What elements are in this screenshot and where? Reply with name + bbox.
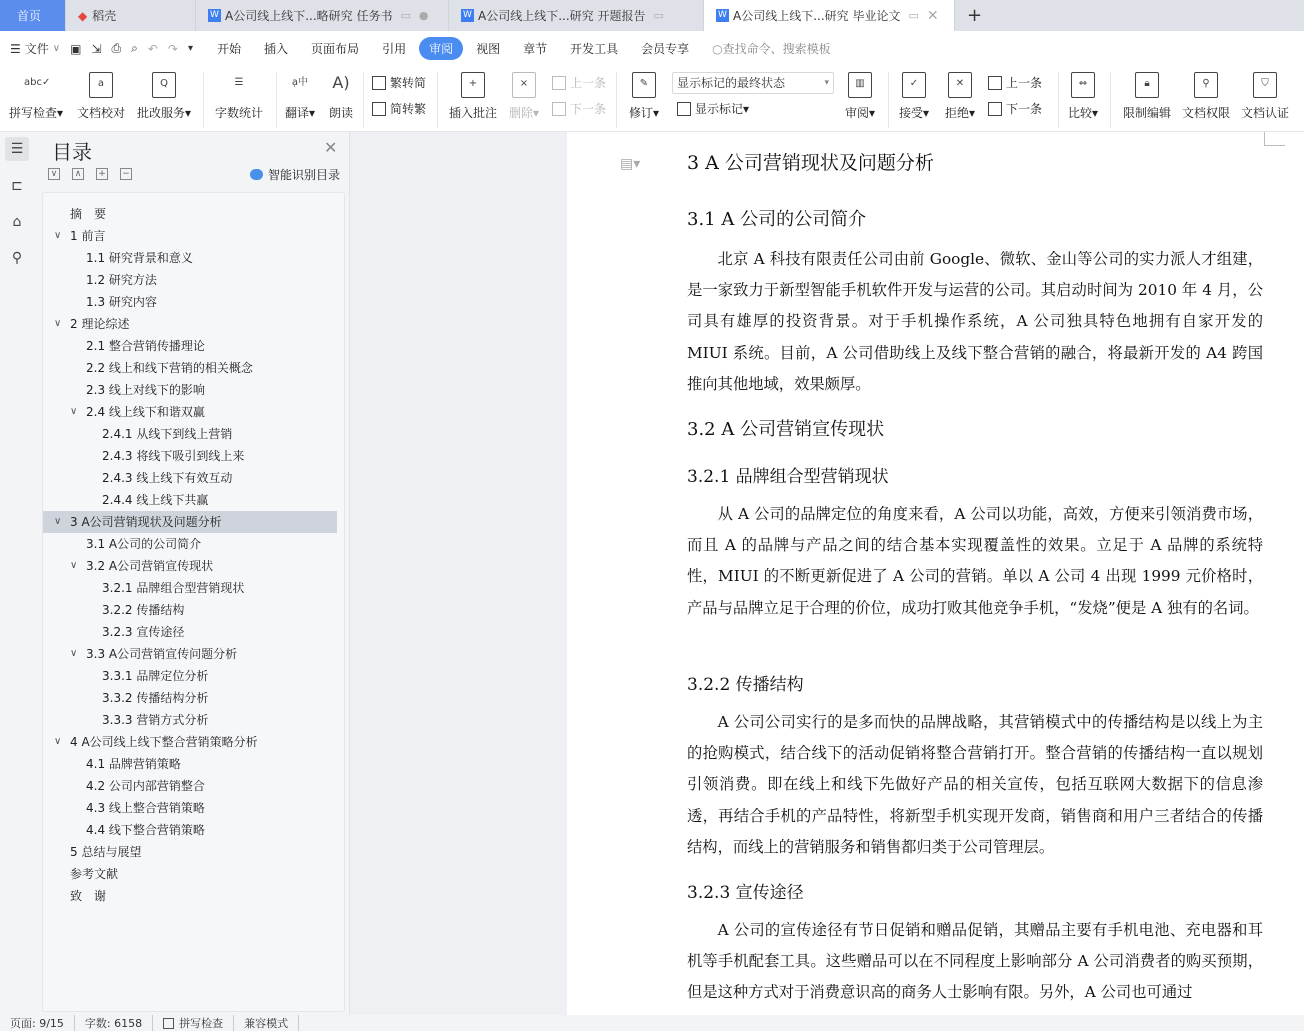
search-icon[interactable]: ⚲ — [11, 250, 23, 266]
toc-item-label: 3 A公司营销现状及问题分析 — [70, 515, 222, 529]
accept-icon: ✓ — [902, 72, 926, 98]
writer-icon: W — [208, 9, 221, 22]
divider — [437, 72, 438, 128]
chevron-down-icon[interactable]: ∨ — [70, 560, 78, 571]
word-count-icon: ☰ — [234, 77, 244, 88]
label: 文档认证 — [1240, 106, 1289, 120]
reject-icon: ✕ — [948, 72, 972, 98]
page-margin-area — [350, 132, 567, 1015]
toc-item[interactable] — [43, 643, 337, 665]
toc-list — [42, 192, 345, 1012]
toc-item[interactable] — [43, 709, 337, 731]
tab-review[interactable]: 审阅 — [419, 37, 463, 60]
search-icon: ○ — [712, 41, 723, 56]
label: 朗读 — [328, 106, 353, 120]
toc-item[interactable] — [43, 379, 337, 401]
divider — [1110, 72, 1111, 128]
next-icon — [552, 102, 566, 116]
doc-options-icon[interactable]: ▤▾ — [620, 156, 641, 172]
tab-proposal-doc[interactable] — [449, 0, 704, 31]
toc-item[interactable] — [43, 819, 337, 841]
toc-item[interactable] — [43, 533, 337, 555]
close-tab-icon[interactable]: ✕ — [926, 7, 939, 24]
toc-item[interactable] — [43, 577, 337, 599]
spell-check-button[interactable]: abc✓ 拼写检查▾ — [8, 72, 64, 121]
undo-icon[interactable]: ↶ — [147, 41, 158, 56]
label: 下一条 — [570, 102, 607, 116]
doc-proofread-button[interactable] — [76, 72, 126, 121]
label: 文档校对 — [76, 106, 125, 120]
export-icon[interactable]: ⇲ — [91, 41, 102, 56]
toc-item-label: 2 理论综述 — [70, 317, 130, 331]
compare-button[interactable]: ⇔ 比较▾ — [1064, 72, 1102, 121]
document-page[interactable] — [567, 132, 1304, 1015]
read-aloud-icon: A) — [332, 73, 350, 92]
accept-button[interactable]: ✓ 接受▾ — [896, 72, 932, 121]
checkbox-icon — [163, 1018, 174, 1029]
toc-item[interactable] — [43, 599, 337, 621]
label: 繁转简 — [390, 76, 427, 90]
convert-icon — [372, 76, 386, 90]
unsaved-dot-icon: ● — [418, 9, 429, 22]
writer-icon: W — [716, 9, 729, 22]
toc-item[interactable] — [43, 885, 337, 907]
toc-item[interactable] — [43, 775, 337, 797]
toc-item[interactable] — [43, 335, 337, 357]
tab-label: A公司线上线下...研究 开题报告 — [478, 9, 646, 23]
lock-icon: 🔒︎ — [1135, 72, 1159, 98]
toc-item-label: 2.1 整合营销传播理论 — [86, 339, 205, 353]
toc-item-label: 2.4.1 从线下到线上营销 — [102, 427, 233, 441]
prev-icon — [552, 76, 566, 90]
spell-check-toggle[interactable] — [153, 1015, 234, 1031]
toc-item[interactable] — [43, 313, 337, 335]
tab-start[interactable]: 开始 — [217, 42, 242, 56]
docer-icon: ◆ — [78, 8, 88, 23]
next-icon — [988, 102, 1002, 116]
toc-item-label: 4 A公司线上线下整合营销策略分析 — [70, 735, 258, 749]
label: 修订 — [628, 106, 653, 120]
save-icon[interactable]: ▣ — [70, 41, 82, 56]
tab-thesis-doc[interactable] — [704, 0, 955, 31]
navigation-icon[interactable]: ⊏ — [11, 178, 23, 194]
read-aloud-button[interactable] — [326, 72, 356, 121]
trad-to-simp-button[interactable] — [372, 74, 426, 91]
label: 简转繁 — [390, 102, 427, 116]
reject-button[interactable]: ✕ 拒绝▾ — [942, 72, 978, 121]
label: 接受 — [898, 106, 923, 120]
toc-item[interactable] — [43, 203, 337, 225]
toc-item[interactable] — [43, 687, 337, 709]
toc-item-label: 参考文献 — [70, 867, 119, 881]
toc-item-label: 3.2.1 品牌组合型营销现状 — [102, 581, 245, 595]
toc-item[interactable] — [43, 665, 337, 687]
chevron-down-icon[interactable]: ∨ — [70, 406, 78, 417]
insert-comment-button[interactable] — [447, 72, 499, 121]
divider — [1058, 72, 1059, 128]
label: 字数统计 — [214, 106, 263, 120]
simp-to-trad-button[interactable] — [372, 100, 426, 117]
side-rail — [0, 132, 34, 1015]
prev-comment-button[interactable] — [552, 74, 606, 91]
status-bar — [0, 1015, 1304, 1031]
toc-item-label: 3.2.3 宣传途径 — [102, 625, 185, 639]
shield-icon: ⛉ — [1253, 72, 1277, 98]
label: 批改服务 — [136, 106, 185, 120]
markup-mode-select[interactable] — [672, 72, 834, 94]
label: 拒绝 — [944, 106, 969, 120]
label: 比较 — [1067, 106, 1092, 120]
toc-item-label: 4.3 线上整合营销策略 — [86, 801, 205, 815]
delete-comment-button[interactable]: × 删除▾ — [506, 72, 542, 121]
print-preview-icon[interactable]: ⌕ — [131, 41, 138, 55]
word-count-button[interactable] — [214, 72, 264, 121]
expand-icon[interactable]: ∨ — [48, 168, 60, 180]
selected-value: 显示标记的最终状态 — [677, 76, 786, 90]
subsection-heading: 3.2.1 品牌组合型营销现状 — [687, 467, 889, 487]
tab-task-doc[interactable] — [196, 0, 449, 31]
tab-developer[interactable]: 开发工具 — [570, 42, 619, 56]
chevron-down-icon[interactable]: ∨ — [52, 43, 61, 54]
toc-item[interactable] — [43, 423, 337, 445]
tab-references[interactable]: 引用 — [382, 42, 407, 56]
toc-item[interactable] — [43, 445, 337, 467]
label: 显示标记 — [695, 102, 744, 116]
chevron-down-icon: ▾ — [824, 78, 829, 88]
track-changes-button[interactable]: ✎ 修订▾ — [625, 72, 663, 121]
tab-label: A公司线上线下...略研究 任务书 — [225, 9, 393, 23]
chevron-down-icon[interactable]: ∨ — [54, 230, 62, 241]
key-icon: ⚲ — [1194, 72, 1218, 98]
toc-item[interactable] — [43, 269, 337, 291]
file-menu[interactable]: 文件 — [24, 42, 49, 56]
toc-panel — [34, 132, 350, 1015]
label: 限制编辑 — [1122, 106, 1171, 120]
tab-label: 稻壳 — [92, 9, 117, 23]
label: 智能识别目录 — [268, 168, 341, 182]
divider — [888, 72, 889, 128]
tab-page-layout[interactable]: 页面布局 — [311, 42, 360, 56]
toc-item[interactable] — [43, 357, 337, 379]
divider — [276, 72, 277, 128]
toc-item[interactable] — [43, 401, 337, 423]
toc-item-label: 1.1 研究背景和意义 — [86, 251, 193, 265]
command-search[interactable]: 查找命令、搜索模板 — [722, 42, 831, 56]
toc-item[interactable] — [43, 863, 337, 885]
collapse-icon[interactable]: ∧ — [72, 168, 84, 180]
label: 插入批注 — [448, 106, 497, 120]
chevron-down-icon[interactable]: ∨ — [54, 736, 62, 747]
paragraph: 从 A 公司的品牌定位的角度来看，A 公司以功能，高效，方便来引领消费市场，而且 A 的品牌与产品之间的结合基本实现覆盖性的效果。立足于 A 品牌的系统特性，MIUI 的不断更新促进了 A 公司的营销。单以 A 公司 4 出现 1999 元价格时，产品与品牌立足于合理的价位，成功打败其他竞争手机，“发烧”便是 A 独有的名词。 — [687, 505, 1263, 617]
toc-item-label: 3.3.2 传播结构分析 — [102, 691, 209, 705]
tab-view[interactable]: 视图 — [476, 42, 501, 56]
label: 下一条 — [1006, 102, 1043, 116]
monitor-icon: ▭ — [653, 9, 664, 22]
delete-comment-icon: × — [512, 72, 536, 98]
toc-item-label: 2.4.3 线上线下有效互动 — [102, 471, 233, 485]
divider — [203, 72, 204, 128]
doc-permission-button[interactable] — [1179, 72, 1233, 121]
divider — [363, 72, 364, 128]
proofread-icon: a — [89, 72, 113, 98]
paragraph: A 公司公司实行的是多而快的品牌战略，其营销模式中的传播结构是以线上为主的抢购模式，结合线下的活动促销将整合营销打开。整合营销的传播结构一直以规划引领消费。即在线上和线下先做好产品的相关宣传，包括互联网大数据下的信息渗透，再结合手机的产品特性，将新型手机实现开发商，销售商和用户三者结合的传播结构，而线上的营销服务和销售都归类于公司管理层。 — [687, 713, 1263, 856]
label: 翻译 — [284, 106, 309, 120]
chevron-down-icon[interactable]: ∨ — [70, 648, 78, 659]
toc-item-label: 3.1 A公司的公司简介 — [86, 537, 202, 551]
section-heading: 3.2 A 公司营销宣传现状 — [687, 419, 885, 440]
next-change-button[interactable] — [988, 100, 1042, 117]
page-indicator[interactable]: 页面: 9/15 — [0, 1015, 75, 1031]
translate-button[interactable]: ạ中 翻译▾ — [283, 72, 317, 121]
label: 审阅 — [844, 106, 869, 120]
label: 上一条 — [570, 76, 607, 90]
review-pane-button[interactable]: ▥ 审阅▾ — [842, 72, 878, 121]
monitor-icon: ▭ — [908, 9, 919, 22]
tab-member[interactable]: 会员专享 — [641, 42, 690, 56]
minus-icon[interactable]: − — [120, 168, 132, 180]
toc-item-label: 2.3 线上对线下的影响 — [86, 383, 205, 397]
toc-item[interactable] — [43, 797, 337, 819]
toc-item-label: 2.2 线上和线下营销的相关概念 — [86, 361, 253, 375]
tab-insert[interactable]: 插入 — [264, 42, 289, 56]
plus-icon[interactable]: + — [96, 168, 108, 180]
toc-item-label: 1.3 研究内容 — [86, 295, 157, 309]
doc-certify-button[interactable] — [1238, 72, 1292, 121]
toc-item-label: 2.4.3 将线下吸引到线上来 — [102, 449, 245, 463]
paragraph: 北京 A 科技有限责任公司由前 Google、微软、金山等公司的实力派人才组建，是一家致力于新型智能手机软件开发与运营的公司。其启动时间为 2010 年 4 月，公司具有雄厚的投资背景。对于手机操作系统，A 公司独具特色地拥有自家开发的 MIUI 系统。目前，A 公司借助线上及线下整合营销的融合，将最新开发的 A4 跨国推向其他地域，效果颇厚。 — [687, 250, 1263, 393]
convert-icon — [372, 102, 386, 116]
toc-item-label: 4.2 公司内部营销整合 — [86, 779, 205, 793]
chapter-heading: 3 A 公司营销现状及问题分析 — [687, 152, 934, 174]
toc-item-label: 3.3 A公司营销宣传问题分析 — [86, 647, 238, 661]
toc-item-label: 2.4.4 线上线下共赢 — [102, 493, 209, 507]
track-changes-icon: ✎ — [632, 72, 656, 98]
toc-item[interactable] — [43, 621, 337, 643]
writer-icon: W — [461, 9, 474, 22]
toc-item-label: 3.3.1 品牌定位分析 — [102, 669, 209, 683]
chevron-down-icon[interactable]: ∨ — [54, 318, 62, 329]
tab-bar — [0, 0, 1304, 31]
toc-item[interactable] — [43, 511, 337, 533]
spell-check-icon: abc✓ — [24, 77, 51, 88]
bookmark-icon[interactable]: ⌂ — [12, 214, 22, 230]
toc-item-label: 4.4 线下整合营销策略 — [86, 823, 205, 837]
compat-mode: 兼容模式 — [234, 1015, 299, 1031]
tab-label: 首页 — [17, 9, 42, 23]
plus-icon: + — [967, 5, 983, 26]
label: 上一条 — [1006, 76, 1043, 90]
subsection-heading: 3.2.3 宣传途径 — [687, 883, 804, 903]
toc-icon[interactable]: ☰ — [5, 137, 29, 161]
toc-item-label: 3.2 A公司营销宣传现状 — [86, 559, 214, 573]
label: 文档权限 — [1181, 106, 1230, 120]
review-ribbon — [0, 66, 1304, 132]
review-pane-icon: ▥ — [848, 72, 872, 98]
toc-title: 目录 — [52, 140, 92, 164]
toc-item[interactable] — [43, 225, 337, 247]
toc-item-label: 2.4 线上线下和谐双赢 — [86, 405, 205, 419]
label: 删除 — [508, 106, 533, 120]
show-markup-icon — [677, 102, 691, 116]
toc-item-label: 4.1 品牌营销策略 — [86, 757, 181, 771]
toc-item-label: 1 前言 — [70, 229, 106, 243]
label: 拼写检查 — [179, 1017, 224, 1030]
tab-docer[interactable] — [66, 0, 196, 31]
toc-item[interactable] — [43, 555, 337, 577]
next-comment-button[interactable] — [552, 100, 606, 117]
correction-icon: Q — [152, 72, 176, 98]
correction-service-button[interactable]: Q 批改服务▾ — [136, 72, 192, 121]
toc-item[interactable] — [43, 841, 337, 863]
toc-item[interactable] — [43, 753, 337, 775]
hamburger-icon[interactable]: ☰ — [10, 41, 21, 56]
print-icon[interactable]: ⎙ — [111, 41, 122, 55]
translate-icon: ạ中 — [291, 77, 309, 88]
label: 拼写检查 — [8, 106, 57, 120]
close-icon[interactable]: ✕ — [324, 138, 338, 157]
prev-change-button[interactable] — [988, 74, 1042, 91]
tab-label: A公司线上线下...研究 毕业论文 — [733, 9, 901, 23]
toc-item[interactable] — [43, 291, 337, 313]
toc-item-label: 3.2.2 传播结构 — [102, 603, 185, 617]
menu-bar — [0, 31, 1304, 66]
toc-item[interactable] — [43, 489, 337, 511]
prev-icon — [988, 76, 1002, 90]
toc-item-label: 1.2 研究方法 — [86, 273, 157, 287]
quick-access-dropdown-icon[interactable]: ▾ — [187, 43, 194, 54]
restrict-editing-button[interactable] — [1120, 72, 1174, 121]
divider — [616, 72, 617, 128]
word-count[interactable]: 字数: 6158 — [75, 1015, 153, 1031]
toc-item-label: 5 总结与展望 — [70, 845, 142, 859]
toc-item[interactable] — [43, 467, 337, 489]
section-heading: 3.1 A 公司的公司简介 — [687, 209, 867, 230]
monitor-icon: ▭ — [400, 9, 411, 22]
toc-item-label: 致 谢 — [70, 889, 107, 903]
smart-toc-button[interactable] — [250, 166, 340, 183]
compare-icon: ⇔ — [1071, 72, 1095, 98]
paragraph: A 公司的宣传途径有节日促销和赠品促销，其赠品主要有手机电池、充电器和耳机等手机配套工具。这些赠品可以在不同程度上影响部分 A 公司消费者的购买预期，但是这种方式对于消费意识高的商务人士影响有限。另外，A 公司也可通过 — [687, 921, 1263, 1002]
new-tab-button[interactable] — [955, 0, 989, 31]
toc-item[interactable] — [43, 731, 337, 753]
toc-item[interactable] — [43, 247, 337, 269]
redo-icon[interactable]: ↷ — [167, 41, 178, 56]
tab-chapter[interactable]: 章节 — [523, 42, 548, 56]
insert-comment-icon: + — [461, 72, 485, 98]
toc-item-label: 3.3.3 营销方式分析 — [102, 713, 209, 727]
smart-icon — [250, 169, 263, 180]
page-corner-mark — [1264, 132, 1285, 146]
tab-home[interactable] — [0, 0, 66, 31]
subsection-heading: 3.2.2 传播结构 — [687, 675, 804, 695]
show-markup-button[interactable]: 显示标记 ▾ — [677, 100, 749, 117]
toc-item-label: 摘 要 — [70, 207, 107, 221]
chevron-down-icon[interactable]: ∨ — [54, 516, 62, 527]
